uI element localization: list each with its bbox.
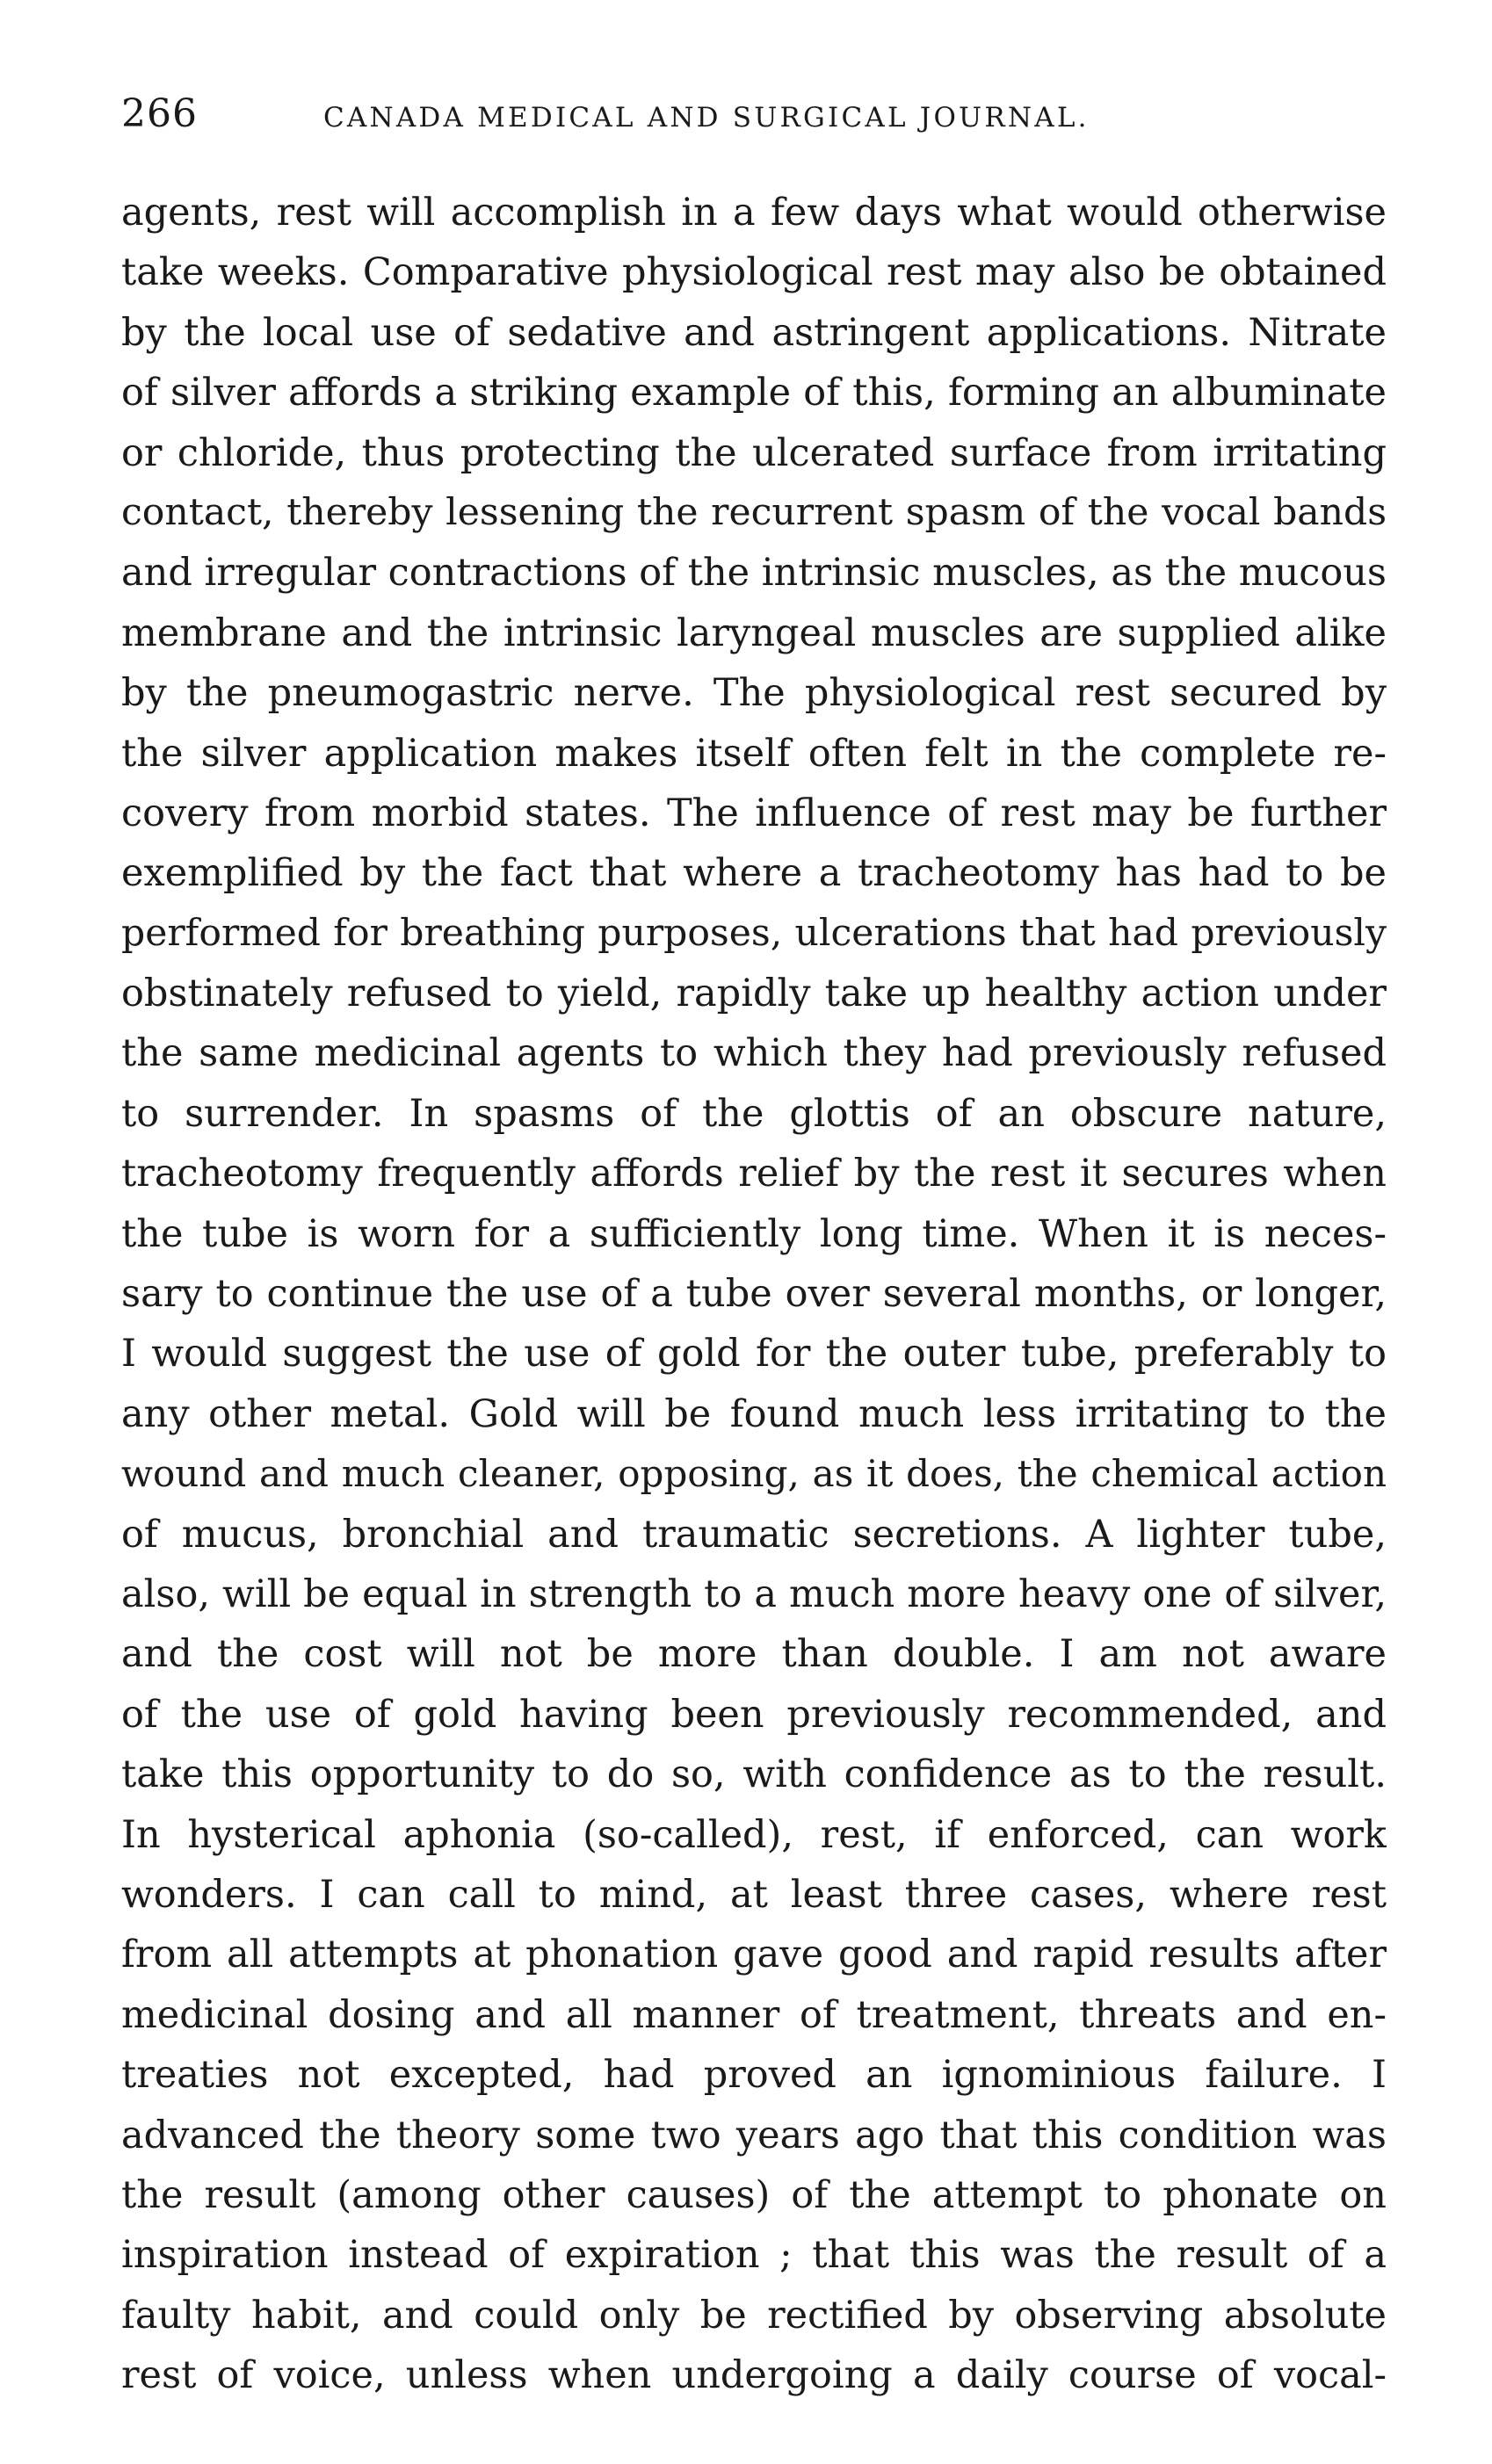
- text-line: by the local use of sedative and astringent applications. Nitrate: [121, 310, 1387, 355]
- text-line: to surrender. In spasms of the glottis of an obscure nature,: [121, 1091, 1387, 1136]
- body-text: [121, 183, 1387, 2405]
- text-line: the result (among other causes) of the attempt to phonate on: [121, 2172, 1387, 2217]
- text-line: of the use of gold having been previously recommended, and: [121, 1692, 1387, 1737]
- text-line: and irregular contractions of the intrinsic muscles, as the mucous: [121, 551, 1387, 596]
- text-line: from all attempts at phonation gave good and rapid results after: [121, 1933, 1387, 1977]
- text-line: the tube is worn for a sufficiently long time. When it is neces-: [121, 1211, 1387, 1256]
- text-line: obstinately refused to yield, rapidly take up healthy action under: [121, 972, 1387, 1016]
- text-line: take this opportunity to do so, with confidence as to the result.: [121, 1752, 1387, 1797]
- text-line: any other metal. Gold will be found much less irritating to the: [121, 1391, 1387, 1436]
- text-line: I would suggest the use of gold for the outer tube, preferably to: [121, 1332, 1387, 1377]
- text-line: agents, rest will accomplish in a few days what would otherwise: [121, 191, 1387, 235]
- text-line: treaties not excepted, had proved an ignominious failure. I: [121, 2053, 1387, 2098]
- page-number: 266: [121, 91, 198, 136]
- text-line: or chloride, thus protecting the ulcerated surface from irritating: [121, 430, 1387, 475]
- text-line: covery from morbid states. The influence of rest may be further: [121, 791, 1387, 835]
- text-line: rest of voice, unless when undergoing a daily course of vocal-: [121, 2353, 1387, 2398]
- text-line: performed for breathing purposes, ulcerations that had previously: [121, 911, 1387, 955]
- text-line: In hysterical aphonia (so-called), rest, if enforced, can work: [121, 1812, 1387, 1857]
- text-line: the same medicinal agents to which they had previously refused: [121, 1031, 1387, 1076]
- text-line: also, will be equal in strength to a much more heavy one of silver,: [121, 1572, 1387, 1616]
- text-line: faulty habit, and could only be rectified by observing absolute: [121, 2293, 1387, 2338]
- text-line: by the pneumogastric nerve. The physiological rest secured by: [121, 671, 1387, 716]
- text-line: and the cost will not be more than double. I am not aware: [121, 1632, 1387, 1677]
- text-line: the silver application makes itself often felt in the complete re-: [121, 731, 1387, 776]
- text-line: take weeks. Comparative physiological rest may also be obtained: [121, 250, 1387, 295]
- text-line: sary to continue the use of a tube over several months, or longer,: [121, 1272, 1387, 1317]
- text-line: tracheotomy frequently affords relief by the rest it secures when: [121, 1152, 1387, 1196]
- text-line: membrane and the intrinsic laryngeal muscles are supplied alike: [121, 611, 1387, 655]
- text-line: advanced the theory some two years ago that this condition was: [121, 2113, 1387, 2157]
- page-header: [121, 88, 1387, 141]
- text-line: wonders. I can call to mind, at least three cases, where rest: [121, 1872, 1387, 1917]
- text-line: of mucus, bronchial and traumatic secretions. A lighter tube,: [121, 1512, 1387, 1557]
- text-line: wound and much cleaner, opposing, as it does, the chemical action: [121, 1452, 1387, 1496]
- text-line: exemplified by the fact that where a tracheotomy has had to be: [121, 851, 1387, 896]
- text-line: of silver affords a striking example of this, forming an albuminate: [121, 371, 1387, 415]
- text-line: contact, thereby lessening the recurrent spasm of the vocal bands: [121, 490, 1387, 534]
- text-line: inspiration instead of expiration ; that this was the result of a: [121, 2233, 1387, 2278]
- text-line: medicinal dosing and all manner of treatment, threats and en-: [121, 1992, 1387, 2037]
- running-head: CANADA MEDICAL AND SURGICAL JOURNAL.: [323, 102, 1090, 134]
